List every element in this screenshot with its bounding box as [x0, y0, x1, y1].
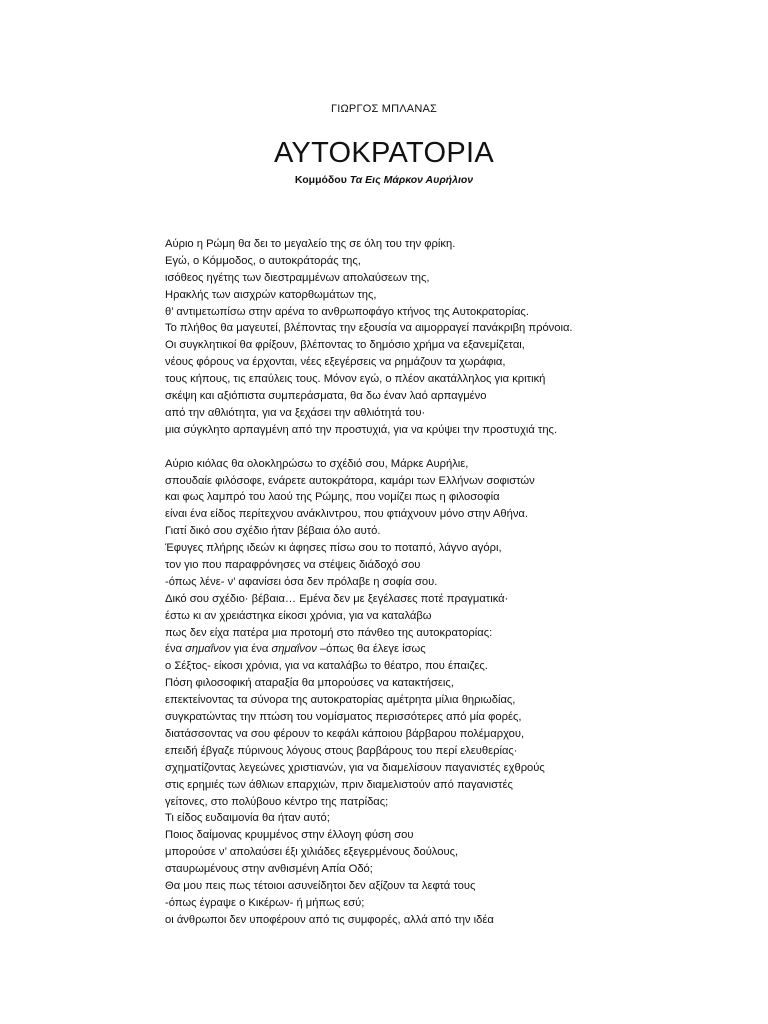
poem-line: από την αθλιότητα, για να ξεχάσει την αθλιότητά του·	[165, 406, 426, 419]
poem-line: Έφυγες πλήρης ιδεών κι άφησες πίσω σου το ποταπό, λάγνο αγόρι,	[165, 542, 502, 555]
poem-line: νέους φόρους να έρχονται, νέες εξεγέρσεις να ρημάζουν τα χωράφια,	[165, 356, 506, 369]
poem-line: μια σύγκλητο αρπαγμένη από την προστυχιά, για να κρύψει την προστυχιά της.	[165, 423, 558, 436]
poem-line: σκέψη και αξιόπιστα συμπεράσματα, θα δω έναν λαό αρπαγμένο	[165, 390, 487, 403]
poem-line-semainon	[165, 641, 745, 658]
poem-line: οι άνθρωποι δεν υποφέρουν από τις συμφορές, αλλά από την ιδέα	[165, 913, 494, 926]
poem-line: τον γιο που παραφρόνησες να στέψεις διάδοχό σου	[165, 559, 421, 572]
poem-line: Θα μου πεις πως τέτοιοι ασυνείδητοι δεν αξίζουν τα λεφτά τους	[165, 879, 476, 892]
poem-line: επεκτείνοντας τα σύνορα της αυτοκρατορίας αμέτρητα μίλια θηριωδίας,	[165, 694, 516, 707]
poem-line: -όπως έγραψε ο Κικέρων- ή μήπως εσύ;	[165, 896, 365, 909]
poem-line: Το πλήθος θα μαγευτεί, βλέποντας την εξουσία να αιμορραγεί πανάκριβη πρόνοια.	[165, 322, 573, 335]
poem-line: Εγώ, ο Κόμμοδος, ο αυτοκράτοράς της,	[165, 254, 361, 267]
poem-line: γείτονες, στο πολύβουο κέντρο της πατρίδας;	[165, 795, 389, 808]
poem-title: ΑΥΤΟΚΡΑΤΟΡΙΑ	[273, 137, 495, 169]
poem-line: και φως λαμπρό του λαού της Ρώμης, που νομίζει πως η φιλοσοφία	[165, 491, 500, 504]
subtitle-italic: Τα Εις Μάρκον Αυρήλιον	[349, 174, 474, 186]
poem-line: Πόση φιλοσοφική αταραξία θα μπορούσες να κατακτήσεις,	[165, 677, 454, 690]
poem-line: θ’ αντιμετωπίσω στην αρένα το ανθρωποφάγο κτήνος της Αυτοκρατορίας.	[165, 305, 529, 318]
poem-line: σταυρωμένους στην ανθισμένη Απία Οδό;	[165, 863, 373, 876]
poem-body	[165, 236, 745, 929]
poem-line: τους κήπους, τις επαύλεις τους. Μόνον εγώ, ο πλέον ακατάλληλος για κριτική	[165, 373, 546, 386]
stanza-2	[165, 456, 745, 929]
poem-line: διατάσσοντας να σου φέρουν το κεφάλι κάποιου βάρβαρου πολέμαρχου,	[165, 727, 525, 740]
poem-line: Γιατί δικό σου σχέδιο ήταν βέβαια όλο αυτό.	[165, 525, 381, 538]
line-fragment: για ένα	[230, 643, 272, 656]
poem-line: επειδή έβγαζε πύρινους λόγους στους βαρβάρους του περί ελευθερίας·	[165, 744, 518, 757]
poem-line: σπουδαίε φιλόσοφε, ενάρετε αυτοκράτορα, καμάρι των Ελλήνων σοφιστών	[165, 474, 535, 487]
author-name: ΓΙΩΡΓΟΣ ΜΠΛΑΝΑΣ	[330, 103, 438, 115]
line-fragment: ένα	[165, 643, 186, 656]
poem-line: πως δεν είχα πατέρα μια προτομή στο πάνθεο της αυτοκρατορίας:	[165, 626, 493, 639]
poem-line: -όπως λένε- ν’ αφανίσει όσα δεν πρόλαβε η σοφία σου.	[165, 575, 438, 588]
poem-line: Ποιος δαίμονας κρυμμένος στην έλλογη φύση σου	[165, 829, 414, 842]
poem-line: συγκρατώντας την πτώση του νομίσματος περισσότερες από μία φορές,	[165, 711, 522, 724]
italic-word: σημαΐνον	[271, 643, 317, 656]
poem-line: Αύριο η Ρώμη θα δει το μεγαλείο της σε όλη του την φρίκη.	[165, 238, 456, 250]
poem-line: έστω κι αν χρειάστηκα είκοσι χρόνια, για να καταλάβω	[165, 609, 432, 622]
poem-line: Τι είδος ευδαιμονία θα ήταν αυτό;	[165, 812, 330, 825]
poem-subtitle	[0, 174, 768, 186]
poem-line: Οι συγκλητικοί θα φρίξουν, βλέποντας το δημόσιο χρήμα να εξανεμίζεται,	[165, 339, 525, 352]
poem-line: μπορούσε ν’ απολαύσει έξι χιλιάδες εξεγερμένους δούλους,	[165, 846, 459, 859]
italic-word: σημαΐνον	[185, 643, 231, 656]
poem-line: ισόθεος ηγέτης των διεστραμμένων απολαύσεων της,	[165, 271, 430, 284]
poem-line: σχηματίζοντας λεγεώνες χριστιανών, για να διαμελίσουν παγανιστές εχθρούς	[165, 761, 545, 774]
poem-line: ο Σέξτος- είκοσι χρόνια, για να καταλάβω το θέατρο, που έπαιζες.	[165, 660, 488, 673]
poem-line: στις ερημιές των άθλιων επαρχιών, πριν διαμελιστούν από παγανιστές	[165, 778, 513, 791]
stanza-1	[165, 236, 745, 439]
poem-line: Ηρακλής των αισχρών κατορθωμάτων της,	[165, 288, 377, 301]
line-fragment: –όπως θα έλεγε ίσως	[316, 643, 426, 656]
subtitle-plain: Κομμόδου	[294, 174, 350, 186]
poem-line: είναι ένα είδος περίτεχνου ανάκλιντρου, που φτιάχνουν μόνο στην Αθήνα.	[165, 508, 529, 521]
poem-line: Αύριο κιόλας θα ολοκληρώσω το σχέδιό σου, Μάρκε Αυρήλιε,	[165, 457, 469, 470]
poem-line: Δικό σου σχέδιο· βέβαια… Εμένα δεν με ξεγέλασες ποτέ πραγματικά·	[165, 592, 509, 605]
